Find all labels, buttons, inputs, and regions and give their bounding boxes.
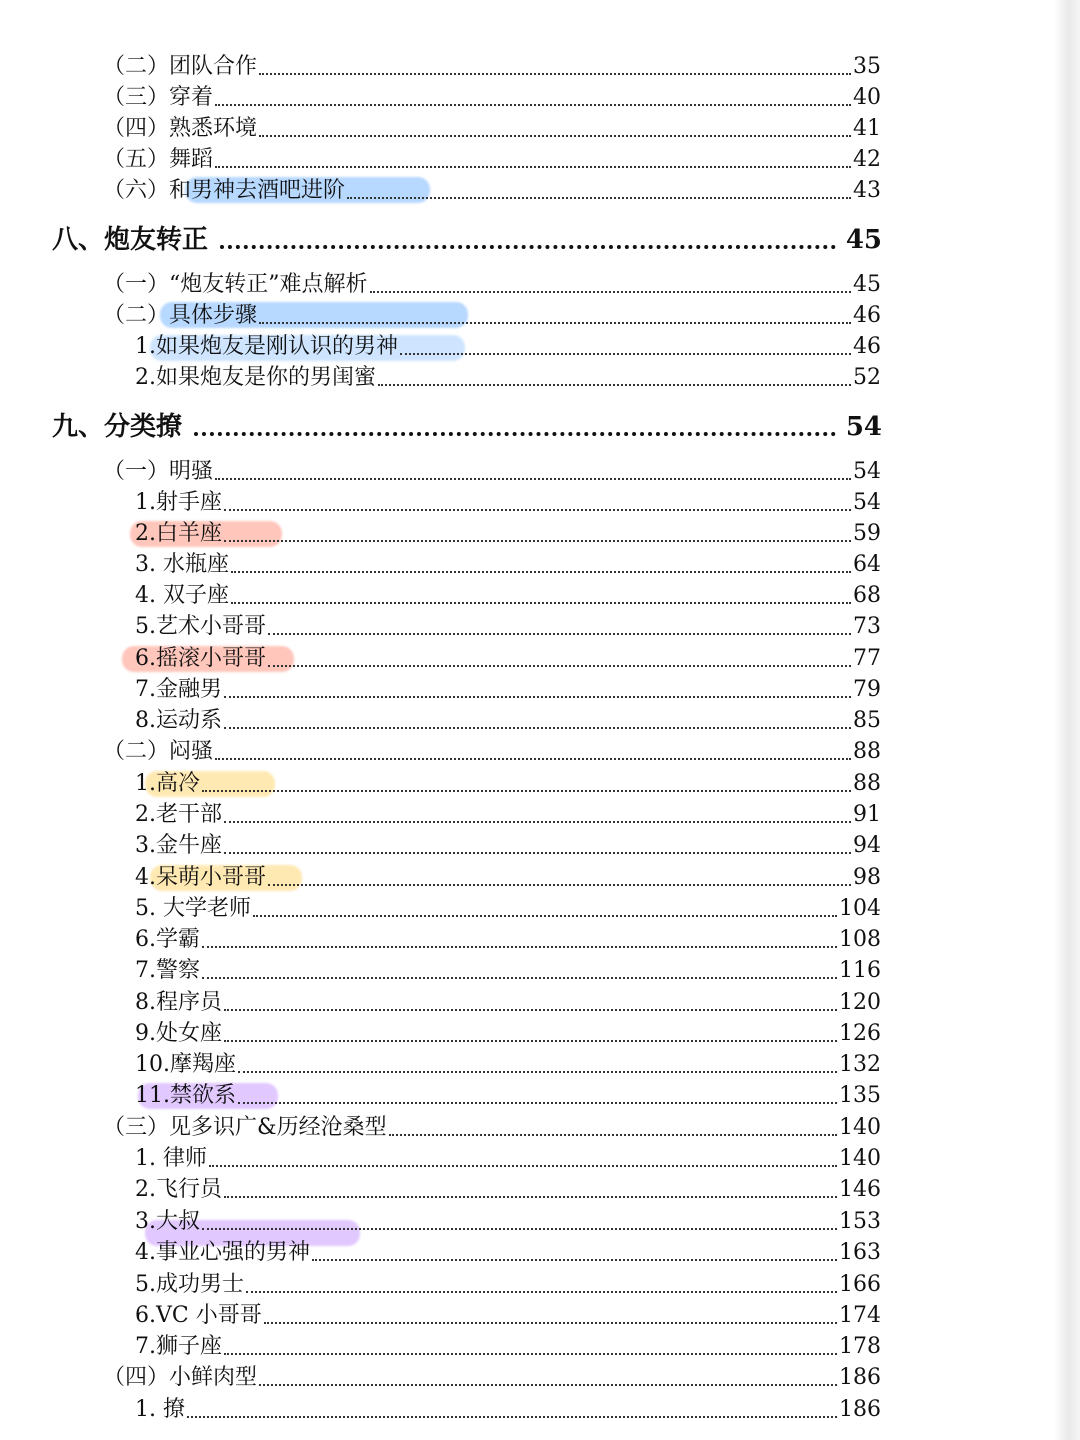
toc-entry [135, 547, 881, 579]
toc-entry [103, 267, 881, 299]
toc-entry-page: 42 [853, 147, 881, 172]
leader-dots [268, 665, 851, 667]
toc-entry-label: 5. 大学老师 [135, 896, 251, 921]
toc-entry-label: 10.摩羯座 [135, 1052, 236, 1077]
leader-dots [259, 1384, 837, 1386]
leader-dots [231, 571, 851, 573]
toc-entry-label: 1. 撩 [135, 1397, 185, 1422]
toc-entry [135, 1298, 881, 1330]
toc-entry [103, 49, 881, 81]
toc-entry-page: 52 [853, 365, 881, 390]
leader-dots [224, 1353, 837, 1355]
leader-dots [224, 1040, 837, 1042]
toc-entry-page: 98 [853, 865, 881, 890]
toc-chapter-label: 九、分类撩 [52, 412, 183, 442]
leader-dots [259, 73, 851, 75]
toc-entry-page: 91 [853, 802, 881, 827]
toc-entry [135, 1016, 881, 1048]
toc-entry [135, 578, 881, 610]
toc-entry [103, 1360, 881, 1392]
toc-entry-label: 7.狮子座 [135, 1334, 222, 1359]
toc-entry [135, 1078, 881, 1110]
toc-entry-label: 2.老干部 [135, 802, 222, 827]
toc-entry-page: 41 [853, 116, 881, 141]
leader-dots [202, 1228, 837, 1230]
toc-entry-page: 116 [839, 958, 881, 983]
toc-entry [135, 1141, 881, 1173]
toc-entry [135, 329, 881, 361]
toc-entry-page: 146 [839, 1177, 881, 1202]
toc-entry [135, 953, 881, 985]
toc-entry-label: 5.成功男士 [135, 1272, 244, 1297]
leader-dots [268, 633, 851, 635]
leader-dots [194, 432, 836, 436]
leader-dots [224, 540, 851, 542]
leader-dots [389, 1134, 837, 1136]
leader-dots [224, 696, 851, 698]
leader-dots [202, 946, 837, 948]
toc-entry-label: （四）熟悉环境 [103, 116, 258, 141]
toc-entry-page: 73 [853, 614, 881, 639]
toc-entry-page: 35 [853, 54, 881, 79]
toc-entry [135, 1204, 881, 1236]
toc-entry [135, 703, 881, 735]
toc-entry [103, 298, 881, 330]
toc-entry-label: 4.呆萌小哥哥 [135, 865, 266, 890]
toc-entry-page: 153 [839, 1209, 881, 1234]
leader-dots [400, 353, 851, 355]
toc-entry [135, 641, 881, 673]
toc-entry-label: 3.金牛座 [135, 833, 222, 858]
toc-entry-label: （一）明骚 [103, 459, 214, 484]
toc-entry [135, 672, 881, 704]
toc-chapter-page: 45 [845, 225, 882, 255]
toc-entry [135, 922, 881, 954]
toc-entry-label: 1.高冷 [135, 771, 200, 796]
toc-entry-page: 186 [839, 1397, 881, 1422]
toc-entry-page: 108 [839, 927, 881, 952]
toc-entry-label: （二）具体步骤 [103, 303, 258, 328]
toc-entry-label: （一）“炮友转正”难点解析 [103, 272, 368, 297]
leader-dots [215, 758, 851, 760]
toc-entry-page: 140 [839, 1115, 881, 1140]
leader-dots [202, 790, 851, 792]
toc-entry-label: 6.摇滚小哥哥 [135, 646, 266, 671]
toc-chapter-label: 八、炮友转正 [52, 225, 209, 255]
leader-dots [312, 1259, 837, 1261]
toc-entry-label: 1. 律师 [135, 1146, 207, 1171]
leader-dots [224, 727, 851, 729]
toc-entry-page: 54 [853, 490, 881, 515]
leader-dots [370, 291, 852, 293]
toc-entry-label: 4.事业心强的男神 [135, 1240, 310, 1265]
toc-entry-page: 46 [853, 303, 881, 328]
toc-entry-label: （二）闷骚 [103, 739, 214, 764]
toc-entry-page: 178 [839, 1334, 881, 1359]
toc-entry-label: 3.大叔 [135, 1209, 200, 1234]
toc-chapter-heading [52, 217, 882, 257]
toc-entry [135, 1329, 881, 1361]
toc-entry-page: 186 [839, 1365, 881, 1390]
leader-dots [209, 1165, 837, 1167]
leader-dots [231, 602, 851, 604]
leader-dots [224, 821, 851, 823]
toc-entry [103, 1110, 881, 1142]
toc-entry [135, 1172, 881, 1204]
toc-entry [103, 173, 881, 205]
leader-dots [259, 135, 851, 137]
toc-entry-page: 45 [853, 272, 881, 297]
leader-dots [215, 166, 851, 168]
leader-dots [259, 322, 851, 324]
toc-entry [103, 80, 881, 112]
leader-dots [347, 197, 851, 199]
toc-entry-page: 174 [839, 1303, 881, 1328]
toc-entry-label: （三）见多识广&历经沧桑型 [103, 1115, 387, 1140]
toc-entry-label: 8.程序员 [135, 990, 222, 1015]
toc-entry-page: 68 [853, 583, 881, 608]
toc-entry [103, 734, 881, 766]
toc-entry-label: 1.如果炮友是刚认识的男神 [135, 334, 398, 359]
toc-entry-page: 59 [853, 521, 881, 546]
toc-entry-label: 4. 双子座 [135, 583, 229, 608]
toc-entry-page: 104 [839, 896, 881, 921]
toc-entry-page: 132 [839, 1052, 881, 1077]
toc-entry-label: 1.射手座 [135, 490, 222, 515]
toc-entry [135, 797, 881, 829]
leader-dots [187, 1416, 837, 1418]
toc-entry [135, 1267, 881, 1299]
leader-dots [224, 852, 851, 854]
toc-entry-page: 94 [853, 833, 881, 858]
toc-entry-label: （三）穿着 [103, 85, 214, 110]
toc-entry-page: 88 [853, 771, 881, 796]
toc-entry-label: （五）舞蹈 [103, 147, 214, 172]
toc-entry-page: 135 [839, 1083, 881, 1108]
toc-entry-label: 2.白羊座 [135, 521, 222, 546]
leader-dots [238, 1071, 837, 1073]
toc-entry-page: 140 [839, 1146, 881, 1171]
toc-entry-label: （六）和男神去酒吧进阶 [103, 178, 346, 203]
toc-entry-page: 77 [853, 646, 881, 671]
toc-entry-page: 88 [853, 739, 881, 764]
page-edge-shadow [1054, 0, 1080, 1440]
leader-dots [378, 384, 851, 386]
toc-entry [135, 766, 881, 798]
toc-entry-label: 7.金融男 [135, 677, 222, 702]
toc-entry-page: 120 [839, 990, 881, 1015]
toc-entry [135, 1235, 881, 1267]
leader-dots [224, 509, 851, 511]
leader-dots [246, 1291, 837, 1293]
toc-entry-label: 6.学霸 [135, 927, 200, 952]
toc-entry-page: 166 [839, 1272, 881, 1297]
toc-entry [135, 1047, 881, 1079]
toc-entry [135, 360, 881, 392]
toc-entry-label: （二）团队合作 [103, 54, 258, 79]
toc-entry-page: 85 [853, 708, 881, 733]
toc-entry [135, 609, 881, 641]
toc-entry-label: 11.禁欲系 [135, 1083, 236, 1108]
toc-entry-label: （四）小鲜肉型 [103, 1365, 258, 1390]
toc-entry-page: 79 [853, 677, 881, 702]
leader-dots [253, 915, 837, 917]
leader-dots [224, 1196, 837, 1198]
leader-dots [220, 245, 836, 249]
leader-dots [224, 1009, 837, 1011]
toc-entry-page: 54 [853, 459, 881, 484]
toc-entry [135, 1392, 881, 1424]
toc-chapter-heading [52, 404, 882, 444]
leader-dots [264, 1322, 837, 1324]
toc-entry [103, 111, 881, 143]
toc-entry-page: 43 [853, 178, 881, 203]
toc-entry [135, 485, 881, 517]
toc-entry-label: 2.飞行员 [135, 1177, 222, 1202]
toc-entry-page: 64 [853, 552, 881, 577]
leader-dots [202, 977, 837, 979]
leader-dots [215, 478, 851, 480]
toc-entry-label: 5.艺术小哥哥 [135, 614, 266, 639]
toc-entry-label: 3. 水瓶座 [135, 552, 229, 577]
toc-entry [103, 142, 881, 174]
toc-entry-page: 46 [853, 334, 881, 359]
toc-entry [103, 454, 881, 486]
toc-chapter-page: 54 [845, 412, 882, 442]
leader-dots [238, 1102, 837, 1104]
toc-entry-page: 40 [853, 85, 881, 110]
toc-entry-label: 9.处女座 [135, 1021, 222, 1046]
toc-entry-label: 8.运动系 [135, 708, 222, 733]
toc-entry-page: 126 [839, 1021, 881, 1046]
toc-entry [135, 516, 881, 548]
toc-entry-page: 163 [839, 1240, 881, 1265]
toc-entry [135, 891, 881, 923]
toc-entry-label: 7.警察 [135, 958, 200, 983]
toc-entry [135, 860, 881, 892]
toc-entry [135, 985, 881, 1017]
toc-entry-label: 2.如果炮友是你的男闺蜜 [135, 365, 376, 390]
leader-dots [215, 104, 851, 106]
leader-dots [268, 884, 851, 886]
toc-entry-label: 6.VC 小哥哥 [135, 1303, 262, 1328]
toc-entry [135, 828, 881, 860]
